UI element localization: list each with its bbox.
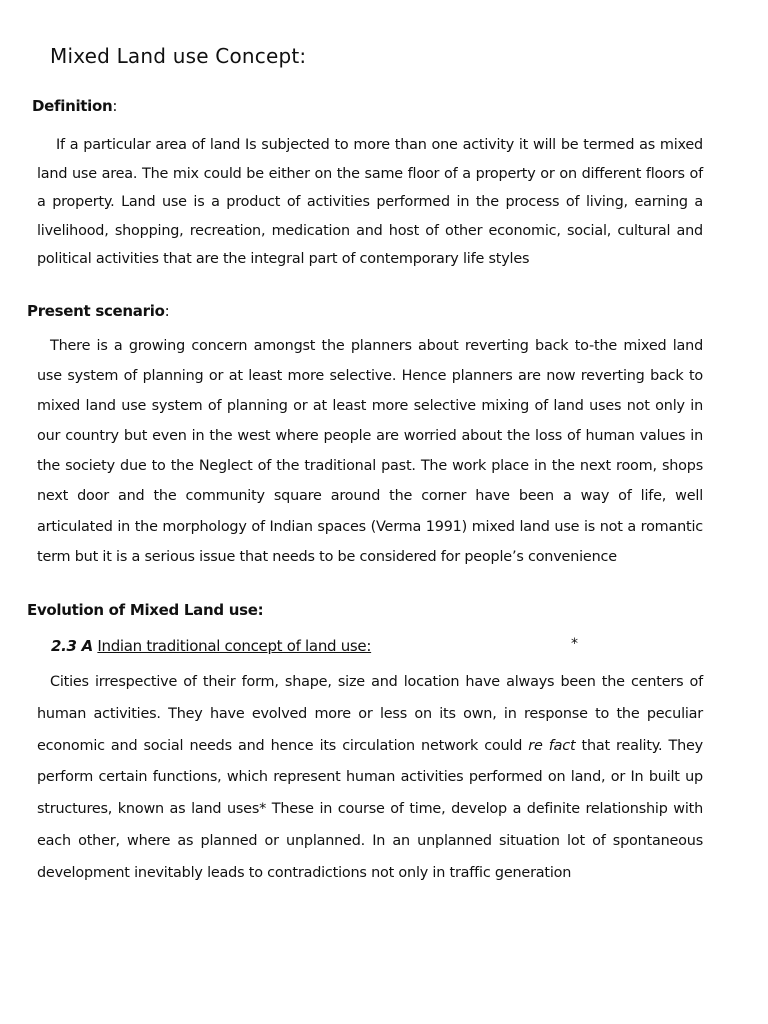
evolution-heading: Evolution of Mixed Land use: xyxy=(27,601,264,619)
evolution-text-b: that reality. They perform certain functions, which represent human activities performed on land, or In built up structures, known as land uses* These in course of time, develop a definite relationship with each other, where as planned or unplanned. In an unplanned situation lot of spontaneous development inevitably leads to contradictions not only in traffic generation xyxy=(37,737,703,881)
definition-heading-label: Definition xyxy=(32,97,113,115)
definition-paragraph xyxy=(37,131,703,274)
asterisk-mark: * xyxy=(571,636,578,652)
definition-heading xyxy=(32,97,117,115)
subsection-heading xyxy=(51,637,371,655)
evolution-text-a: Cities irrespective of their form, shape, size and location have always been the centers of human activities. They have evolved more or less on its own, in response to the peculiar economic and social needs and hence its circulation network could xyxy=(37,674,703,754)
subsection-number: 2.3 A xyxy=(51,637,93,655)
present-scenario-heading xyxy=(27,302,169,320)
present-scenario-text: There is a growing concern amongst the planners about reverting back to-the mixed land use system of planning or at least more selective. Hence planners are now reverting back to mixed land use system of planning or at least more selective mixing of land uses not only in our country but even in the west where people are worried about the loss of human values in the society due to the Neglect of the traditional past. The work place in the next room, shops next door and the community square around the corner have been a way of life, well articulated in the morphology of Indian spaces (Verma 1991) mixed land use is not a romantic term but it is a serious issue that needs to be considered for people’s convenience xyxy=(37,338,703,565)
present-scenario-heading-label: Present scenario xyxy=(27,302,165,320)
evolution-paragraph xyxy=(37,667,703,890)
evolution-text-emphasis: re fact xyxy=(528,737,576,754)
subsection-title: Indian traditional concept of land use: xyxy=(97,637,372,655)
definition-text: If a particular area of land Is subjected to more than one activity it will be termed as mixed land use area. The mix could be either on the same floor of a property or on different floors of a property. Land use is a product of activities performed in the process of living, earning a livelihood, shopping, recreation, medication and host of other economic, social, cultural and political activities that are the integral part of contemporary life styles xyxy=(37,137,703,268)
present-scenario-heading-colon: : xyxy=(164,302,170,320)
present-scenario-paragraph xyxy=(37,331,703,572)
document-title: Mixed Land use Concept: xyxy=(50,44,307,68)
definition-heading-colon: : xyxy=(112,97,118,115)
